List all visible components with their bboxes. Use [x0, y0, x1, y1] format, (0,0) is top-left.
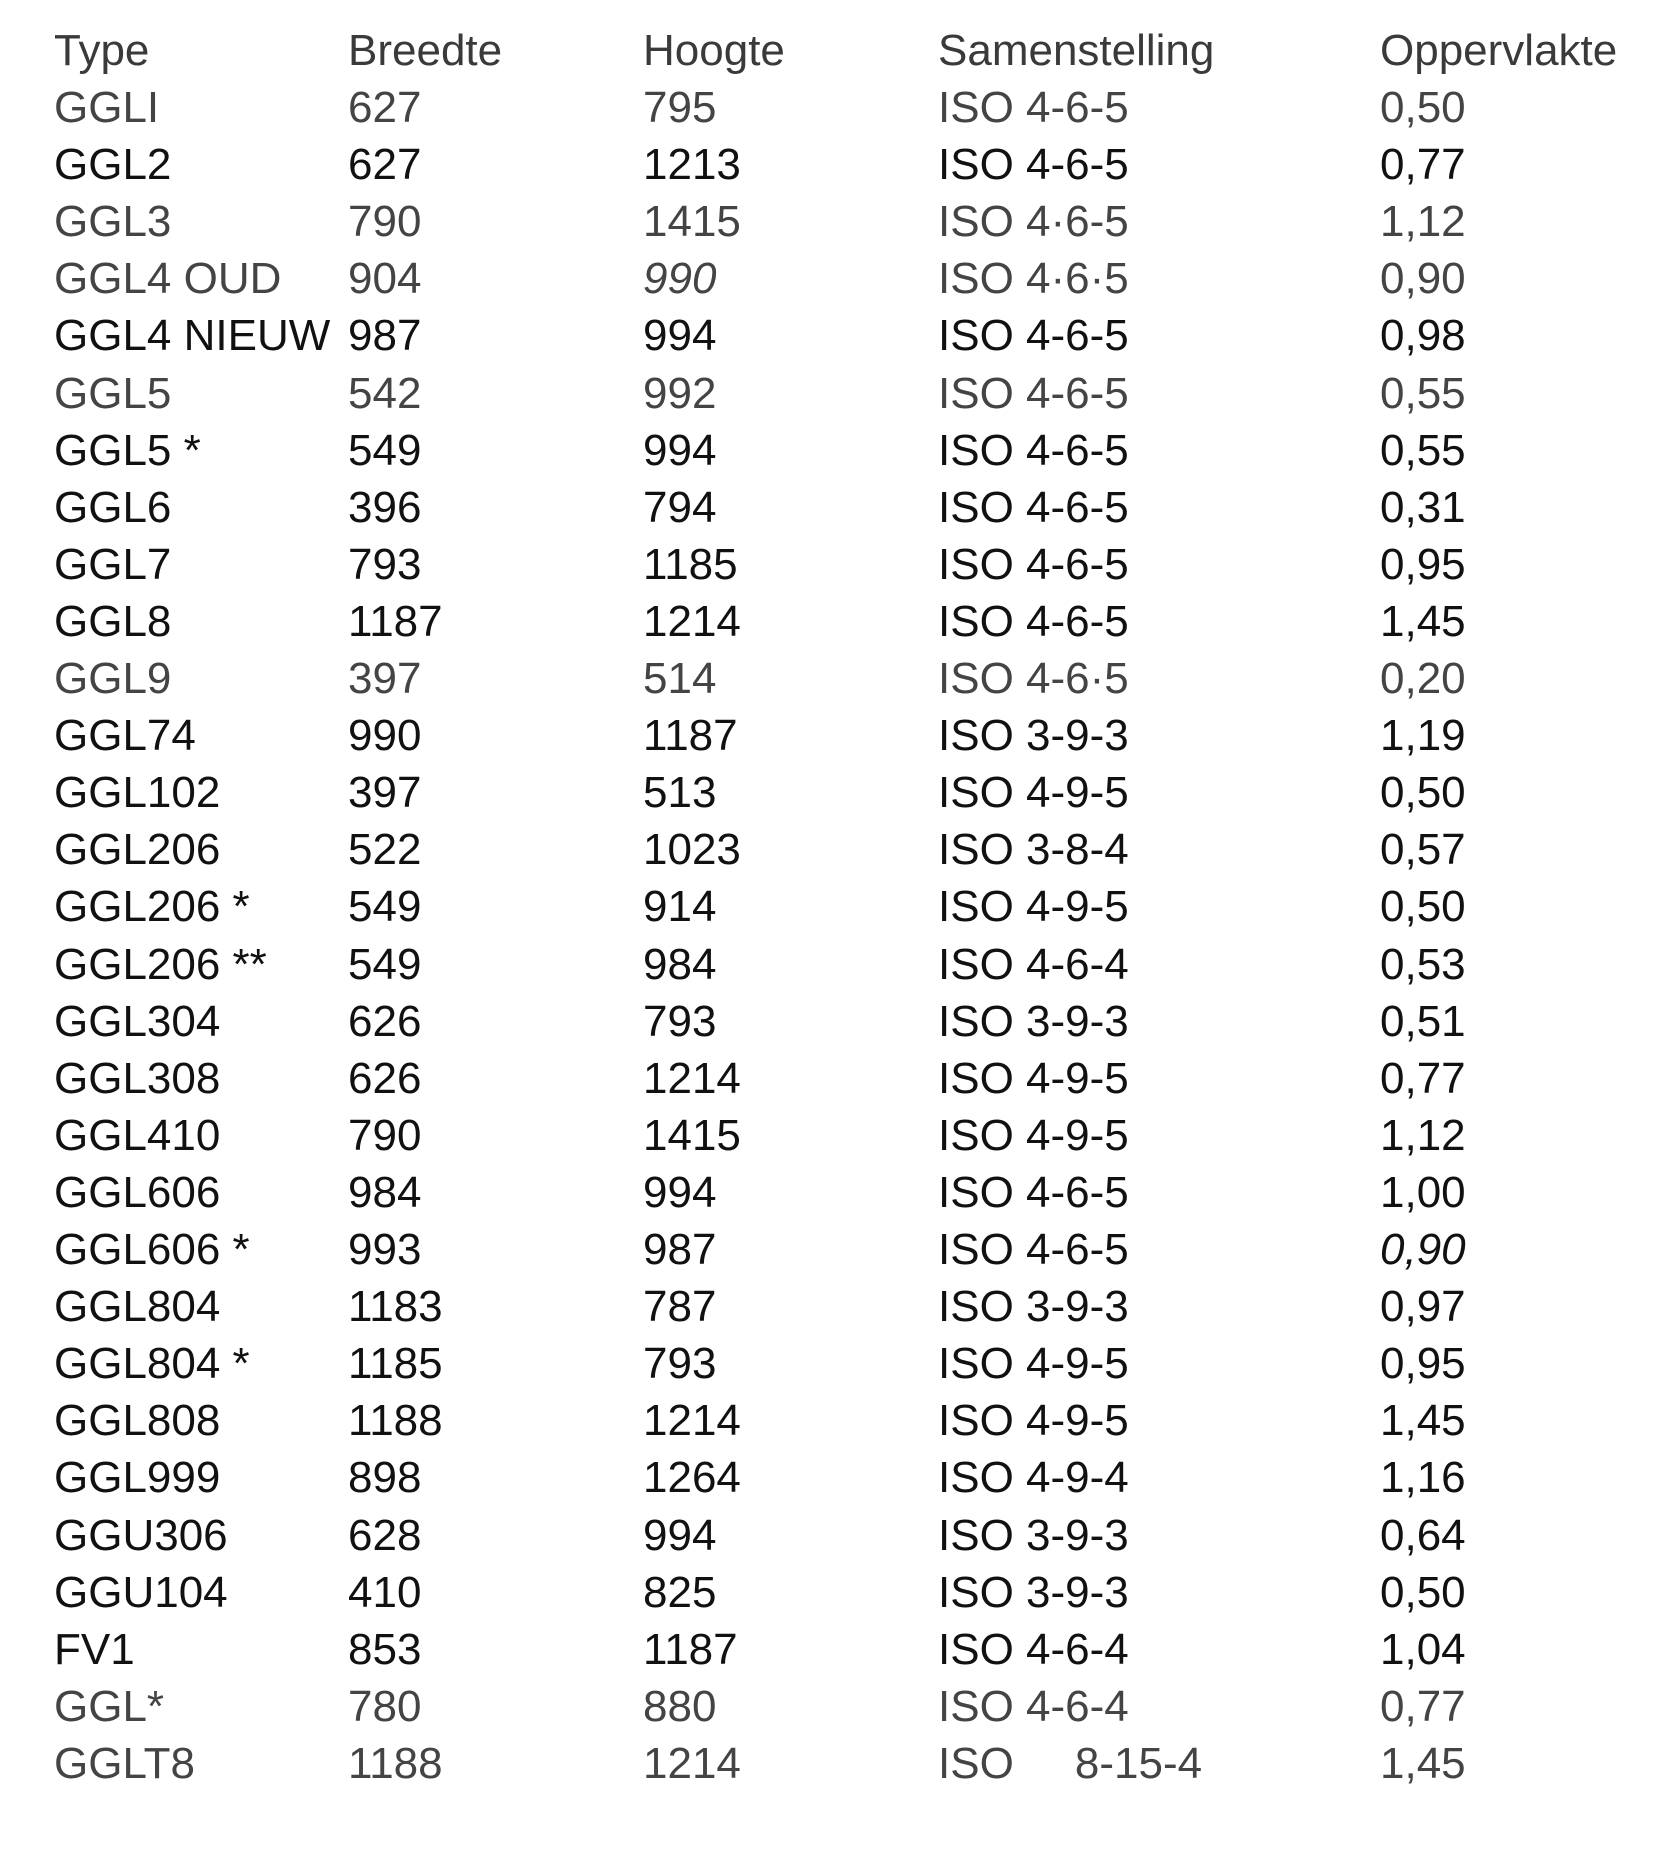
cell-oppervlakte: 0,55 [1380, 368, 1466, 418]
cell-samenstelling: ISO 3-9-3 [938, 1282, 1129, 1332]
cell-oppervlakte: 0,95 [1380, 539, 1466, 589]
cell-type: GGU104 [54, 1567, 228, 1617]
table-row [0, 1050, 1673, 1107]
cell-type: GGL4 OUD [54, 254, 282, 304]
cell-breedte: 522 [348, 825, 422, 875]
cell-type: GGL999 [54, 1453, 221, 1503]
cell-hoogte: 1185 [643, 539, 738, 589]
cell-type: GGL102 [54, 768, 221, 818]
cell-samenstelling: ISO 4-9-5 [938, 1339, 1129, 1389]
cell-breedte: 626 [348, 1053, 422, 1103]
cell-breedte: 853 [348, 1624, 422, 1674]
table-row [0, 307, 1673, 364]
header-breedte: Breedte [348, 26, 503, 75]
cell-oppervlakte: 1,12 [1380, 197, 1466, 247]
cell-oppervlakte: 0,77 [1380, 140, 1466, 190]
table-row [0, 1735, 1673, 1792]
cell-hoogte: 1023 [643, 825, 741, 875]
cell-samenstelling: ISO 4-6·5 [938, 654, 1129, 703]
cell-samenstelling: ISO 4-6-4 [938, 939, 1129, 989]
cell-samenstelling: ISO 4·6-5 [938, 197, 1129, 247]
table-row [0, 1621, 1673, 1678]
cell-breedte: 628 [348, 1510, 422, 1560]
cell-hoogte: 914 [643, 882, 717, 932]
cell-hoogte: 793 [643, 996, 717, 1046]
cell-hoogte: 994 [643, 311, 717, 361]
table-row [0, 993, 1673, 1050]
table-row [0, 936, 1673, 993]
cell-type: GGLI [54, 83, 160, 132]
cell-type: GGL808 [54, 1396, 221, 1446]
cell-oppervlakte: 0,90 [1380, 1225, 1466, 1274]
cell-breedte: 790 [348, 1110, 422, 1160]
cell-oppervlakte: 0,50 [1380, 882, 1466, 932]
cell-oppervlakte: 0,97 [1380, 1282, 1466, 1332]
cell-breedte: 626 [348, 996, 422, 1046]
cell-breedte: 627 [348, 83, 422, 132]
cell-samenstelling: ISO 4-6-5 [938, 596, 1129, 646]
cell-samenstelling: ISO 8-15-4 [938, 1738, 1203, 1788]
cell-hoogte: 787 [643, 1282, 717, 1332]
cell-hoogte: 990 [643, 254, 717, 304]
cell-samenstelling: ISO 4-9-4 [938, 1453, 1129, 1503]
table-row [0, 707, 1673, 764]
cell-oppervlakte: 1,00 [1380, 1167, 1466, 1217]
cell-type: GGL5 * [54, 425, 201, 475]
cell-oppervlakte: 0,77 [1380, 1053, 1466, 1103]
cell-type: FV1 [54, 1624, 135, 1674]
table-row [0, 878, 1673, 935]
cell-oppervlakte: 0,90 [1380, 254, 1466, 304]
cell-hoogte: 1213 [643, 140, 741, 190]
table-row [0, 250, 1673, 307]
cell-oppervlakte: 0,50 [1380, 768, 1466, 818]
cell-breedte: 1187 [348, 596, 443, 646]
cell-hoogte: 825 [643, 1567, 717, 1617]
cell-hoogte: 1264 [643, 1453, 741, 1503]
cell-samenstelling: ISO 4-6-5 [938, 83, 1129, 132]
cell-oppervlakte: 0,50 [1380, 83, 1466, 132]
cell-oppervlakte: 1,12 [1380, 1110, 1466, 1160]
cell-hoogte: 1214 [643, 1738, 741, 1788]
table-row [0, 1278, 1673, 1335]
table-row [0, 1678, 1673, 1735]
table-row [0, 1507, 1673, 1564]
cell-type: GGLT8 [54, 1738, 196, 1788]
cell-type: GGL206 ** [54, 939, 267, 989]
cell-hoogte: 987 [643, 1225, 717, 1274]
cell-oppervlakte: 0,95 [1380, 1339, 1466, 1389]
cell-breedte: 793 [348, 539, 422, 589]
table-row [0, 593, 1673, 650]
table-row [0, 821, 1673, 878]
cell-type: GGL4 NIEUW [54, 311, 331, 361]
header-hoogte: Hoogte [643, 26, 785, 75]
cell-hoogte: 992 [643, 368, 717, 418]
cell-breedte: 396 [348, 482, 422, 532]
cell-type: GGL804 * [54, 1339, 250, 1389]
cell-hoogte: 795 [643, 83, 717, 132]
cell-breedte: 1183 [348, 1282, 443, 1332]
cell-samenstelling: ISO 3-9-3 [938, 1567, 1129, 1617]
cell-samenstelling: ISO 4-6-4 [938, 1681, 1129, 1731]
cell-breedte: 410 [348, 1567, 422, 1617]
cell-samenstelling: ISO 4-6-5 [938, 1225, 1129, 1274]
cell-type: GGL804 [54, 1282, 221, 1332]
table-row [0, 479, 1673, 536]
table-row [0, 1392, 1673, 1449]
cell-hoogte: 1214 [643, 1053, 741, 1103]
table-row [0, 764, 1673, 821]
cell-breedte: 987 [348, 311, 422, 361]
cell-type: GGL* [54, 1681, 165, 1731]
cell-breedte: 1185 [348, 1339, 443, 1389]
cell-type: GGL308 [54, 1053, 221, 1103]
cell-type: GGL5 [54, 368, 172, 418]
table-row [0, 365, 1673, 422]
cell-oppervlakte: 0,57 [1380, 825, 1466, 875]
cell-type: GGL3 [54, 197, 172, 247]
cell-type: GGL410 [54, 1110, 221, 1160]
cell-oppervlakte: 1,04 [1380, 1624, 1466, 1674]
cell-type: GGL8 [54, 596, 172, 646]
cell-oppervlakte: 0,31 [1380, 482, 1466, 532]
cell-type: GGL206 [54, 825, 221, 875]
table-row [0, 1107, 1673, 1164]
cell-samenstelling: ISO 3-8-4 [938, 825, 1129, 875]
cell-samenstelling: ISO 4-9-5 [938, 882, 1129, 932]
cell-hoogte: 1187 [643, 1624, 738, 1674]
cell-oppervlakte: 1,45 [1380, 1738, 1466, 1788]
header-type: Type [54, 26, 150, 75]
cell-oppervlakte: 0,50 [1380, 1567, 1466, 1617]
cell-samenstelling: ISO 4-6-5 [938, 1167, 1129, 1217]
cell-breedte: 904 [348, 254, 422, 304]
cell-breedte: 1188 [348, 1738, 443, 1788]
cell-samenstelling: ISO 4-6-5 [938, 140, 1129, 190]
table-row [0, 193, 1673, 250]
cell-breedte: 984 [348, 1167, 422, 1217]
cell-hoogte: 994 [643, 425, 717, 475]
cell-breedte: 780 [348, 1681, 422, 1731]
cell-oppervlakte: 1,16 [1380, 1453, 1466, 1503]
cell-hoogte: 880 [643, 1681, 717, 1731]
cell-type: GGL606 [54, 1167, 221, 1217]
cell-samenstelling: ISO 3-9-3 [938, 711, 1129, 761]
table-row [0, 1564, 1673, 1621]
cell-oppervlakte: 0,77 [1380, 1681, 1466, 1731]
table-row [0, 1221, 1673, 1278]
table-row [0, 1164, 1673, 1221]
cell-samenstelling: ISO 3-9-3 [938, 1510, 1129, 1560]
cell-hoogte: 794 [643, 482, 717, 532]
table-row [0, 422, 1673, 479]
cell-samenstelling: ISO 4-6-5 [938, 311, 1129, 361]
cell-breedte: 397 [348, 654, 422, 703]
cell-breedte: 549 [348, 939, 422, 989]
cell-oppervlakte: 0,20 [1380, 654, 1466, 703]
cell-oppervlakte: 0,64 [1380, 1510, 1466, 1560]
cell-samenstelling: ISO 4-6-4 [938, 1624, 1129, 1674]
cell-breedte: 898 [348, 1453, 422, 1503]
table-row [0, 536, 1673, 593]
cell-type: GGL6 [54, 482, 172, 532]
cell-breedte: 993 [348, 1225, 422, 1274]
cell-breedte: 990 [348, 711, 422, 761]
cell-oppervlakte: 1,19 [1380, 711, 1466, 761]
cell-oppervlakte: 0,55 [1380, 425, 1466, 475]
cell-samenstelling: ISO 4-9-5 [938, 1396, 1129, 1446]
cell-breedte: 1188 [348, 1396, 443, 1446]
cell-hoogte: 514 [643, 654, 717, 703]
cell-samenstelling: ISO 4-9-5 [938, 768, 1129, 818]
cell-type: GGL2 [54, 140, 172, 190]
cell-hoogte: 1415 [643, 1110, 741, 1160]
cell-breedte: 549 [348, 425, 422, 475]
cell-hoogte: 1214 [643, 1396, 741, 1446]
header-oppervlakte: Oppervlakte [1380, 26, 1618, 75]
table-row [0, 136, 1673, 193]
cell-samenstelling: ISO 4-6-5 [938, 539, 1129, 589]
cell-hoogte: 994 [643, 1167, 717, 1217]
cell-samenstelling: ISO 4-6-5 [938, 425, 1129, 475]
cell-samenstelling: ISO 4-6-5 [938, 482, 1129, 532]
cell-type: GGL9 [54, 654, 172, 703]
cell-hoogte: 984 [643, 939, 717, 989]
cell-hoogte: 1187 [643, 711, 738, 761]
cell-type: GGL206 * [54, 882, 250, 932]
cell-oppervlakte: 0,53 [1380, 939, 1466, 989]
cell-breedte: 790 [348, 197, 422, 247]
table-row [0, 1335, 1673, 1392]
cell-breedte: 627 [348, 140, 422, 190]
cell-samenstelling: ISO 4-9-5 [938, 1053, 1129, 1103]
table-row [0, 79, 1673, 136]
cell-samenstelling: ISO 4-6-5 [938, 368, 1129, 418]
cell-type: GGU306 [54, 1510, 228, 1560]
cell-samenstelling: ISO 3-9-3 [938, 996, 1129, 1046]
cell-samenstelling: ISO 4·6·5 [938, 254, 1129, 304]
cell-type: GGL606 * [54, 1225, 250, 1274]
cell-oppervlakte: 1,45 [1380, 1396, 1466, 1446]
table-row [0, 650, 1673, 707]
cell-oppervlakte: 1,45 [1380, 596, 1466, 646]
cell-type: GGL74 [54, 711, 196, 761]
cell-hoogte: 513 [643, 768, 717, 818]
cell-type: GGL304 [54, 996, 221, 1046]
cell-breedte: 542 [348, 368, 422, 418]
table-header-row [0, 22, 1673, 79]
cell-type: GGL7 [54, 539, 172, 589]
cell-breedte: 397 [348, 768, 422, 818]
cell-samenstelling: ISO 4-9-5 [938, 1110, 1129, 1160]
cell-hoogte: 1415 [643, 197, 741, 247]
header-samenstelling: Samenstelling [938, 26, 1215, 75]
cell-hoogte: 793 [643, 1339, 717, 1389]
table-row [0, 1449, 1673, 1506]
cell-hoogte: 1214 [643, 596, 741, 646]
cell-breedte: 549 [348, 882, 422, 932]
cell-hoogte: 994 [643, 1510, 717, 1560]
cell-oppervlakte: 0,51 [1380, 996, 1466, 1046]
cell-oppervlakte: 0,98 [1380, 311, 1466, 361]
